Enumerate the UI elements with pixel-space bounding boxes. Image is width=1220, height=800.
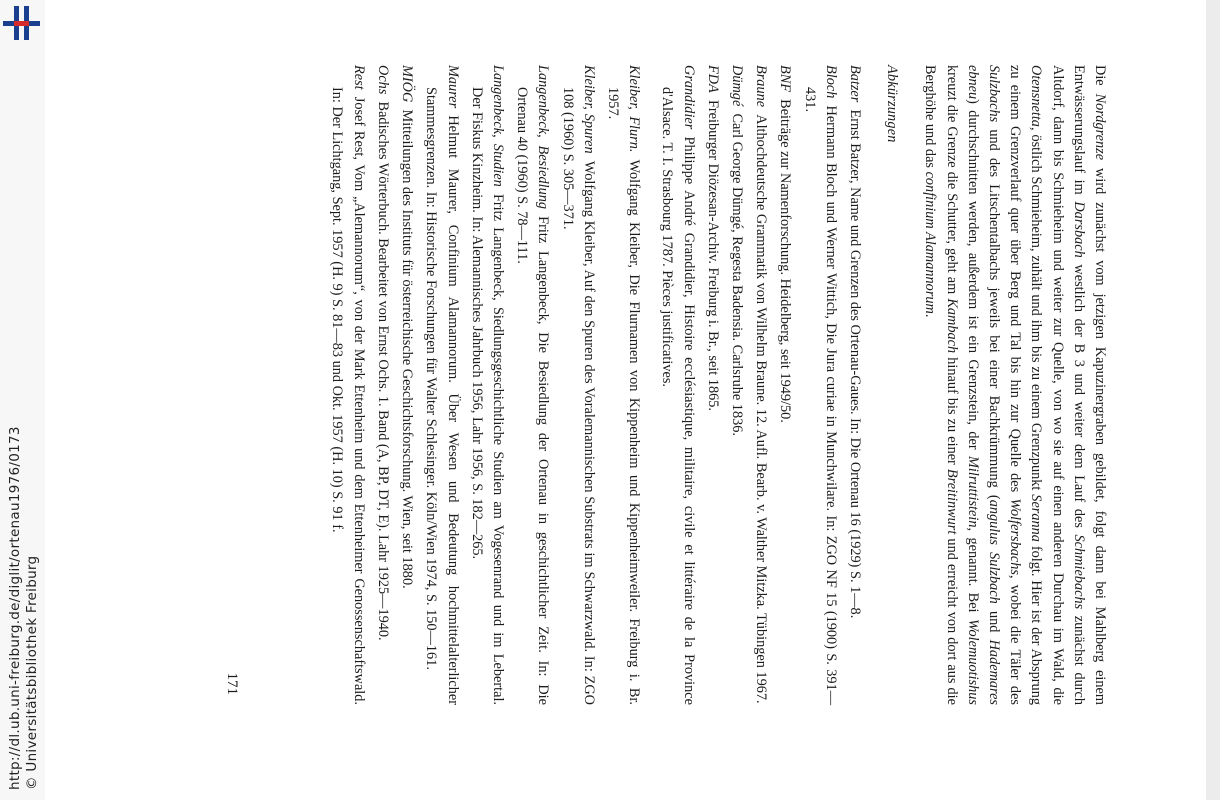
abbreviation-list bbox=[326, 65, 865, 705]
abbreviation-entry bbox=[372, 65, 393, 705]
intro-place-name: Otensnetta bbox=[1028, 65, 1045, 127]
abbreviation-entry bbox=[844, 65, 865, 705]
abbreviation-entry bbox=[750, 65, 771, 705]
abbreviation-key: Bloch bbox=[822, 65, 839, 99]
abbreviation-key: Rest bbox=[350, 65, 367, 90]
intro-place-name: confinium Alamannorum bbox=[922, 171, 939, 314]
intro-run: Die bbox=[1092, 65, 1108, 94]
abbreviation-key: Kleiber, Flurn. bbox=[626, 65, 643, 153]
intro-run: wird zunächst vom jetzigen Kapuzinergraben gebildet, folgt dann bei Mahlberg einem Entwässerungslauf im bbox=[1070, 65, 1108, 706]
abbreviation-text: Hermann Bloch und Werner Wittich, Die Jura curiae in Munchwilare. In: ZGO NF 15 (1900) S. 391—431. bbox=[801, 87, 839, 705]
intro-text bbox=[919, 65, 1110, 705]
abbreviation-key: FDA bbox=[704, 65, 721, 93]
intro-run: und des Litschentalbachs jeweils bei einer Bachkrümmung ( bbox=[985, 122, 1002, 500]
abbreviation-entry bbox=[420, 65, 462, 705]
intro-place-name: angulus Sulzbach bbox=[985, 499, 1002, 604]
copyright-notice: © Universitätsbibliothek Freiburg bbox=[24, 555, 40, 790]
abbreviation-key: Langenbeck, Besiedlung bbox=[535, 65, 552, 210]
abbreviation-key: Batzer bbox=[846, 65, 863, 103]
abbreviation-entry bbox=[774, 65, 795, 705]
abbreviation-key: Kleiber, Spuren bbox=[580, 65, 597, 154]
abbreviation-key: Grandidier bbox=[680, 65, 697, 130]
intro-place-name: Schmiebachs bbox=[1070, 534, 1087, 610]
intro-place-name: Breitinwurt bbox=[943, 468, 960, 535]
abbreviation-text: Mitteilungen des Instituts für österreichische Geschichtsforschung. Wien, seit 1880. bbox=[399, 109, 416, 589]
abbreviation-text: Fritz Langenbeck, Siedlungsgeschichtliche Studien am Vogesenrand und im Lebertal. Der Fiskus Kinzheim. In: Alemannisches Jahrbuch 1956, Lahr 1956, S. 182—265. bbox=[468, 87, 506, 705]
viewer-left-strip bbox=[0, 0, 45, 800]
abbreviation-key: Dümgé bbox=[728, 65, 745, 107]
intro-run: zunächst durch Altdorf, dann bis Schmieheim und weiter zur Quelle, von wo sie auf einen anderen Durchau im Wald, die bbox=[1049, 65, 1087, 705]
intro-place-name: Hademares ebneu bbox=[964, 65, 1002, 705]
intro-place-name: Seranna bbox=[1028, 494, 1045, 542]
abbreviation-entry bbox=[726, 65, 747, 705]
abbreviation-entry bbox=[326, 65, 368, 705]
abbreviation-text: Beiträge zur Namenforschung. Heidelberg, seit 1949/50. bbox=[777, 99, 794, 423]
abbreviation-text: Freiburger Diözesan-Archiv. Freiburg i. Br., seit 1865. bbox=[704, 99, 721, 411]
intro-run: folgt. Hier ist der Absprung zu einem Grenzverlauf quer über Berg und Tal bis hin zur Quelle des bbox=[1007, 65, 1045, 705]
abbreviation-key: Braune bbox=[753, 65, 770, 108]
intro-place-name: Wolfersbachs bbox=[1007, 498, 1024, 575]
abbreviation-text: Wolfgang Kleiber, Die Flurnamen von Kippenheim und Kippenheimweiler. Freiburg i. Br. 1957. bbox=[604, 87, 643, 705]
intro-paragraph bbox=[919, 65, 1110, 705]
abbreviation-text: Josef Rest, Vom „Alemannorum“, von der Mark Ettenheim und dem Ettenheimer Genossenschaftswald. In: Der Lichtgang, Sept. 1957 (H. 9) S. 81—83 und Okt. 1957 (H. 10) S. 91 f. bbox=[329, 87, 367, 705]
abbreviation-text: Badisches Wörterbuch. Bearbeitet von Ernst Ochs. 1. Band (A, BP, DT, E). Lahr 1925—1940. bbox=[374, 101, 391, 641]
abbreviation-text: Philippe André Grandidier, Histoire ecclésiastique, militaire, civile et littéraire de la Province d'Alsace. T. I. Strasbourg 1787. Pièces justificatives. bbox=[659, 87, 697, 705]
scanned-page bbox=[190, 65, 1110, 705]
abbreviation-key: BNF bbox=[777, 65, 794, 93]
abbreviation-entry bbox=[602, 65, 644, 705]
intro-place-name: Sulzbachs bbox=[985, 65, 1002, 123]
intro-run: und bbox=[985, 603, 1002, 640]
abbreviation-entry bbox=[511, 65, 553, 705]
intro-run: westlich der B 3 und weiter dem Lauf des bbox=[1070, 257, 1087, 535]
intro-run: kreuzt die Grenze die Schutter, geht am bbox=[943, 65, 960, 299]
abbreviation-text: Fritz Langenbeck, Die Besiedlung der Ortenau in geschichtlicher Zeit. In: Die Ortenau 40 (1960) S. 78—111. bbox=[514, 87, 552, 705]
abbreviation-text: Althochdeutsche Grammatik von Wilhelm Braune. 12. Aufl. Bearb. v. Walther Mitzka. Tübingen 1967. bbox=[753, 114, 770, 704]
intro-run: , wobei die Täler des bbox=[1007, 574, 1024, 705]
abbreviation-entry bbox=[702, 65, 723, 705]
intro-place-name: Wolemuotishus bbox=[964, 618, 981, 705]
abbreviation-key: Langenbeck, Studien bbox=[489, 65, 506, 187]
abbreviation-key: Ochs bbox=[374, 65, 391, 95]
intro-run: und erreicht von dort aus die Berghöhe und das bbox=[922, 65, 960, 706]
intro-place-name: Darsbach bbox=[1070, 201, 1087, 258]
abbreviation-text: Wolfgang Kleiber, Auf den Spuren des Voralemannischen Substrats im Schwarzwald. In: ZGO 108 (1960) S. 305—371. bbox=[559, 87, 597, 706]
intro-run: . bbox=[922, 313, 939, 318]
abbreviation-entry bbox=[656, 65, 698, 705]
page-number: 171 bbox=[224, 672, 240, 695]
abbreviation-entry bbox=[556, 65, 598, 705]
intro-run: , genannt. Bei bbox=[964, 527, 981, 619]
source-credit bbox=[7, 30, 41, 790]
abbreviation-entry bbox=[798, 65, 840, 705]
intro-place-name: Nordgrenze bbox=[1092, 93, 1108, 161]
abbreviation-key: MIÖG bbox=[399, 65, 416, 103]
intro-run: hinauf bis zu einer bbox=[943, 353, 960, 469]
abbreviation-text: Ernst Batzer, Name und Grenzen des Ortenau-Gaues. In: Die Ortenau 16 (1929) S. 1—8. bbox=[846, 109, 863, 619]
intro-run: , östlich Schmieheim, zuhält und ihm bis zu einem Grenzpunkt bbox=[1028, 126, 1045, 495]
viewer-right-strip bbox=[1206, 0, 1220, 800]
abbreviation-text: Helmut Maurer, Confinium Alamannorum. Über Wesen und Bedeutung hochmittelalterlicher Stammesgrenzen. In: Historische Forschungen für Walter Schlesinger. Köln/Wien 1974, S. 150—161. bbox=[423, 87, 461, 705]
abbreviation-entry bbox=[466, 65, 508, 705]
intro-place-name: Milruttistein bbox=[964, 455, 981, 528]
intro-place-name: Kambach bbox=[943, 298, 960, 354]
abbreviation-text: Carl George Dümgé, Regesta Badensia. Carlsruhe 1836. bbox=[728, 113, 745, 436]
abbreviations-heading: Abkürzungen bbox=[884, 65, 901, 143]
intro-run: ) durchschnitten werden, außerdem ist ein Grenzstein, der bbox=[964, 99, 981, 456]
abbreviation-key: Maurer bbox=[444, 65, 461, 109]
source-url: http://dl.ub.uni-freiburg.de/diglit/ortenau1976/0173 bbox=[7, 426, 23, 790]
abbreviation-entry bbox=[396, 65, 417, 705]
